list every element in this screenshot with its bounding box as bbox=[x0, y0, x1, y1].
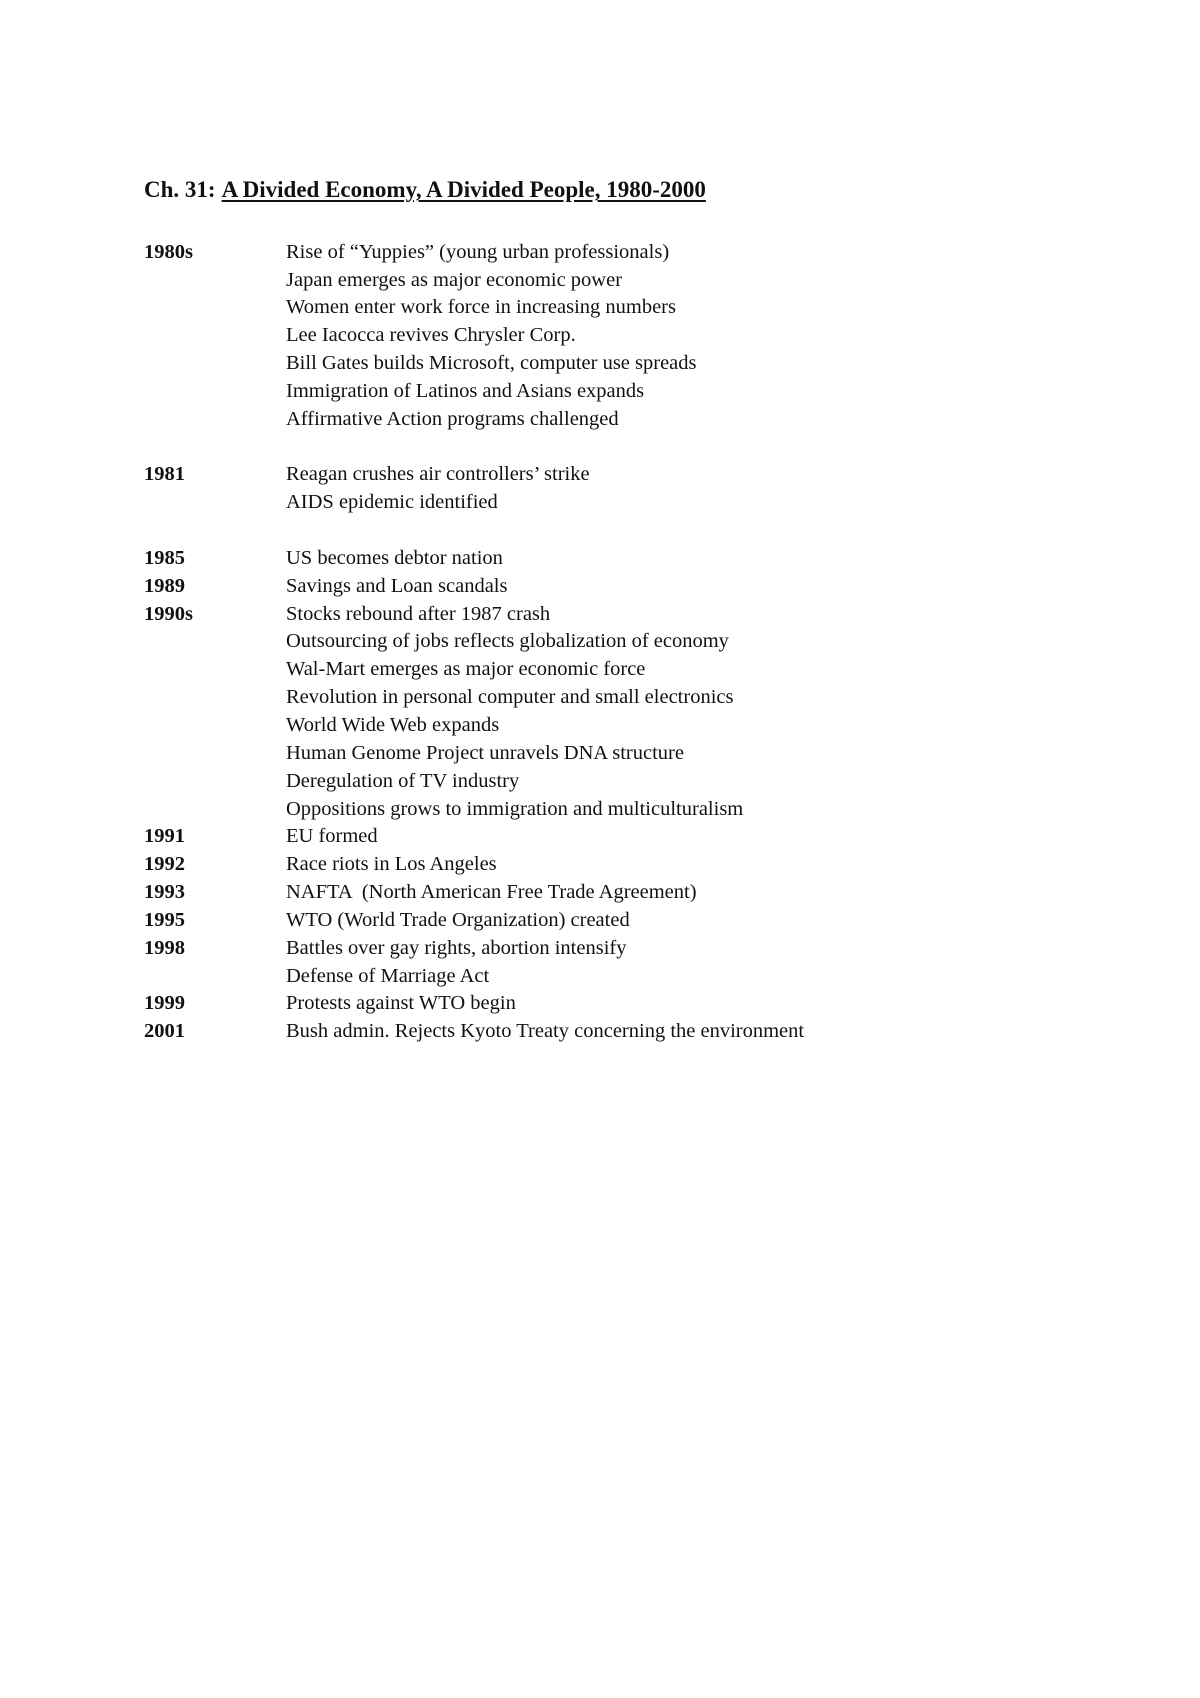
timeline-year: 1995 bbox=[144, 908, 185, 931]
timeline-row bbox=[144, 377, 1144, 405]
timeline-row bbox=[144, 349, 1144, 377]
timeline-row bbox=[144, 684, 1144, 712]
timeline-year: 1992 bbox=[144, 853, 185, 876]
timeline-row bbox=[144, 489, 1144, 517]
timeline-event: US becomes debtor nation bbox=[286, 546, 503, 569]
timeline-event: Reagan crushes air controllers’ strike bbox=[286, 463, 590, 486]
timeline-event: Bill Gates builds Microsoft, computer use spreads bbox=[286, 352, 697, 375]
timeline-event: World Wide Web expands bbox=[286, 714, 500, 737]
timeline-year: 1990s bbox=[144, 602, 193, 625]
timeline-event: Outsourcing of jobs reflects globalization of economy bbox=[286, 630, 729, 653]
timeline-row bbox=[144, 823, 1144, 851]
timeline-year: 1989 bbox=[144, 574, 185, 597]
timeline-row bbox=[144, 461, 1144, 489]
timeline-row bbox=[144, 628, 1144, 656]
timeline-event: Women enter work force in increasing numbers bbox=[286, 296, 676, 319]
timeline-row bbox=[144, 767, 1144, 795]
timeline-event: Rise of “Yuppies” (young urban professionals) bbox=[286, 240, 670, 263]
timeline-event: Lee Iacocca revives Chrysler Corp. bbox=[286, 324, 576, 347]
timeline-event: Human Genome Project unravels DNA structure bbox=[286, 741, 684, 764]
timeline-year: 1981 bbox=[144, 463, 185, 486]
timeline-event: Oppositions grows to immigration and multiculturalism bbox=[286, 797, 744, 820]
timeline-row bbox=[144, 906, 1144, 934]
timeline-row bbox=[144, 656, 1144, 684]
timeline-event: AIDS epidemic identified bbox=[286, 491, 498, 514]
timeline-event: Race riots in Los Angeles bbox=[286, 853, 497, 876]
timeline-row bbox=[144, 572, 1144, 600]
timeline-event: Bush admin. Rejects Kyoto Treaty concerning the environment bbox=[286, 1020, 805, 1043]
timeline-event: Immigration of Latinos and Asians expands bbox=[286, 379, 645, 402]
timeline-event: Japan emerges as major economic power bbox=[286, 268, 623, 291]
timeline-row bbox=[144, 266, 1144, 294]
timeline-event: Battles over gay rights, abortion intensify bbox=[286, 936, 627, 959]
timeline-event: NAFTA (North American Free Trade Agreement) bbox=[286, 881, 697, 904]
timeline-row bbox=[144, 238, 1144, 266]
chapter-label: Ch. 31: bbox=[144, 177, 216, 202]
timeline-row bbox=[144, 795, 1144, 823]
timeline-row bbox=[144, 600, 1144, 628]
chapter-title: A Divided Economy, A Divided People, 1980-2000 bbox=[221, 177, 706, 202]
timeline-year: 1998 bbox=[144, 936, 185, 959]
timeline-event: Wal-Mart emerges as major economic force bbox=[286, 658, 646, 681]
timeline-year: 2001 bbox=[144, 1020, 185, 1043]
timeline-row bbox=[144, 294, 1144, 322]
timeline-row bbox=[144, 322, 1144, 350]
timeline-row bbox=[144, 405, 1144, 433]
timeline-row bbox=[144, 851, 1144, 879]
timeline-event: WTO (World Trade Organization) created bbox=[286, 908, 630, 931]
timeline-event: Revolution in personal computer and small electronics bbox=[286, 686, 734, 709]
timeline bbox=[144, 238, 1144, 1045]
timeline-year: 1991 bbox=[144, 825, 185, 848]
timeline-row bbox=[144, 934, 1144, 962]
timeline-event: Affirmative Action programs challenged bbox=[286, 407, 619, 430]
timeline-row bbox=[144, 1018, 1144, 1046]
timeline-row bbox=[144, 962, 1144, 990]
page-title bbox=[144, 178, 706, 201]
timeline-event: EU formed bbox=[286, 825, 378, 848]
timeline-event: Defense of Marriage Act bbox=[286, 964, 490, 987]
timeline-row bbox=[144, 711, 1144, 739]
timeline-year: 1999 bbox=[144, 992, 185, 1015]
timeline-year: 1985 bbox=[144, 546, 185, 569]
timeline-year: 1993 bbox=[144, 881, 185, 904]
timeline-event: Savings and Loan scandals bbox=[286, 574, 508, 597]
timeline-year: 1980s bbox=[144, 240, 193, 263]
timeline-row bbox=[144, 878, 1144, 906]
timeline-row bbox=[144, 739, 1144, 767]
timeline-event: Protests against WTO begin bbox=[286, 992, 516, 1015]
timeline-row bbox=[144, 544, 1144, 572]
timeline-row bbox=[144, 990, 1144, 1018]
timeline-event: Deregulation of TV industry bbox=[286, 769, 520, 792]
timeline-event: Stocks rebound after 1987 crash bbox=[286, 602, 551, 625]
